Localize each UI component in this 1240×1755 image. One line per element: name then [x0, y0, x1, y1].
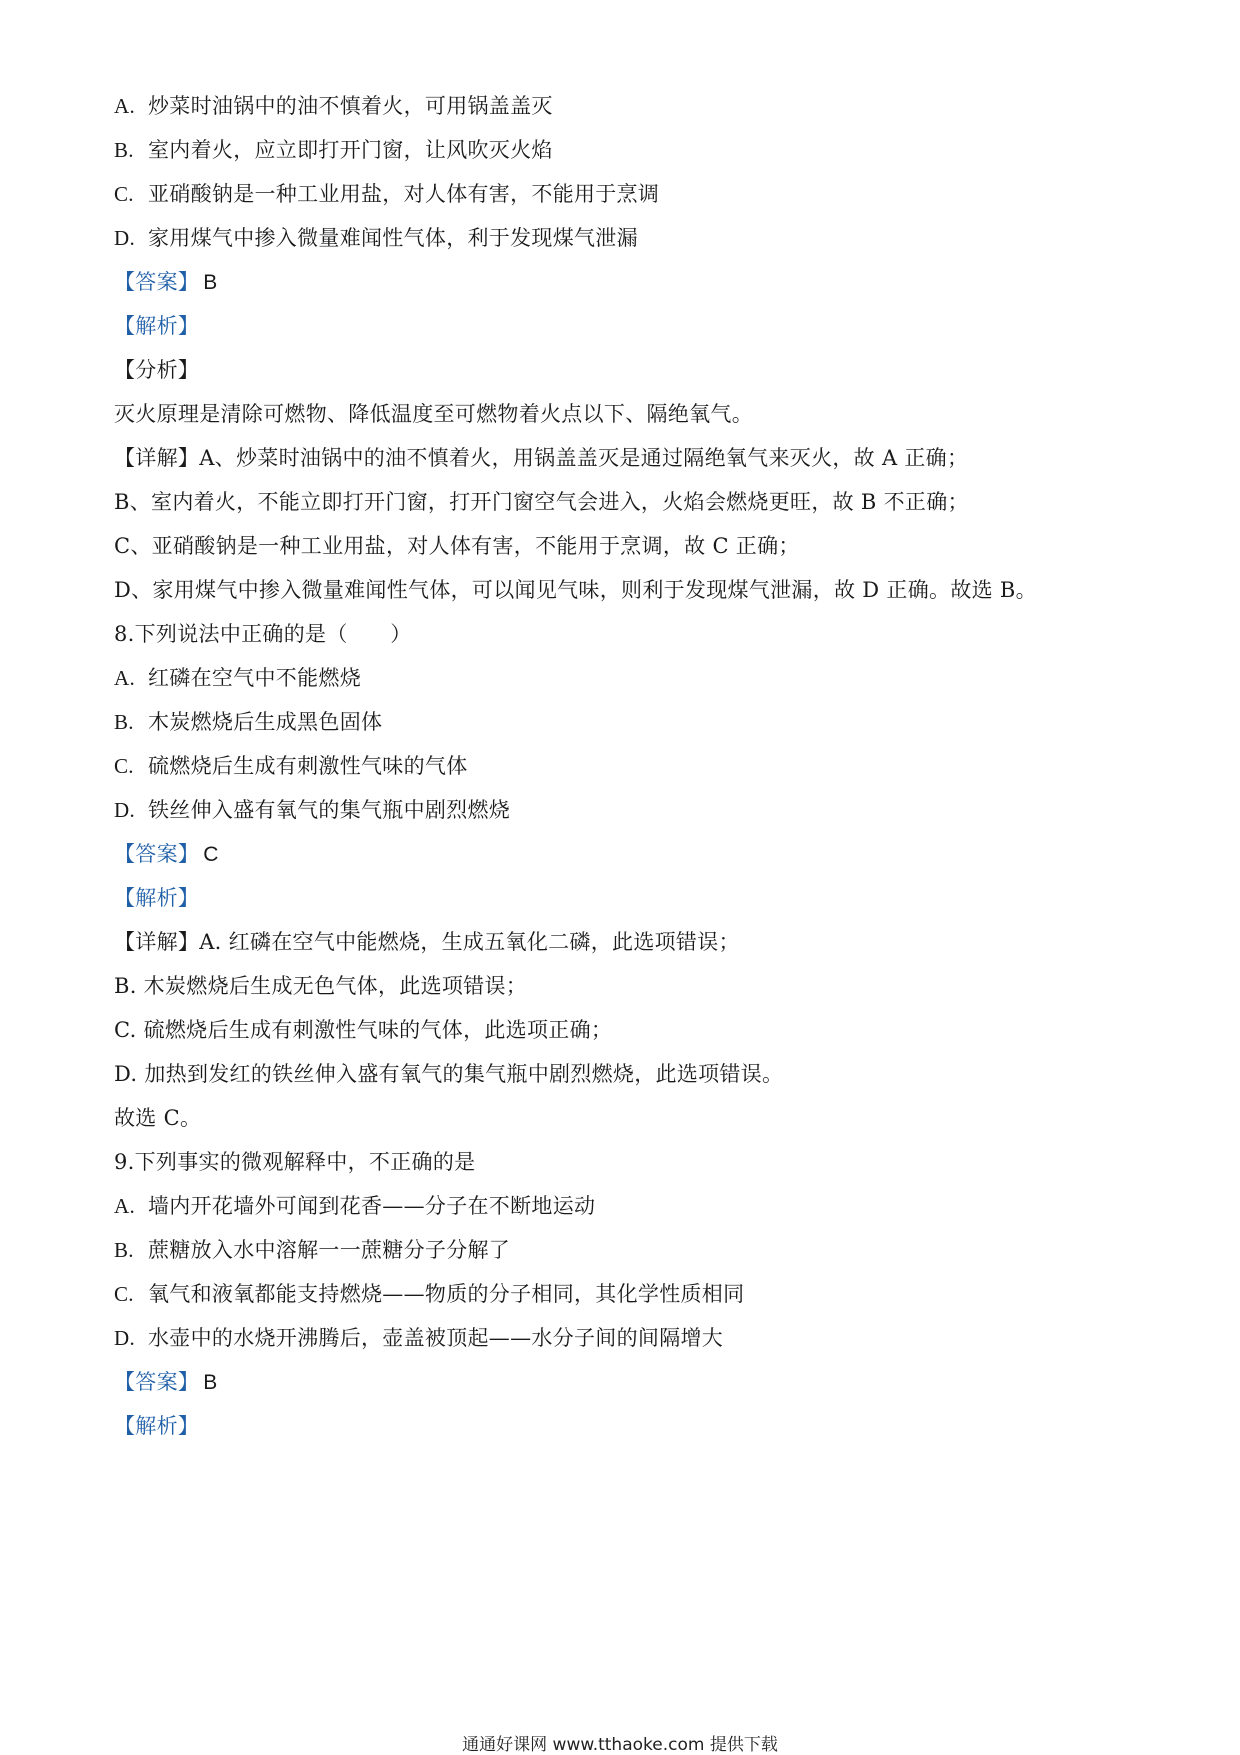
option-text: 亚硝酸钠是一种工业用盐，对人体有害，不能用于烹调: [148, 182, 660, 206]
q8-stem: 8.下列说法中正确的是（ ）: [114, 622, 412, 646]
answer-value: B: [203, 1371, 218, 1394]
q7-detail-line-3: C、亚硝酸钠是一种工业用盐，对人体有害，不能用于烹调，故 C 正确；: [114, 534, 800, 558]
q7-answer: [114, 268, 218, 297]
q9-option-b: [114, 1236, 510, 1264]
option-letter: D.: [114, 798, 136, 822]
q8-detail-line-1: [114, 928, 740, 956]
q9-option-c: [114, 1280, 744, 1308]
q8-detail-line-3: C. 硫燃烧后生成有刺激性气味的气体，此选项正确；: [114, 1018, 613, 1042]
option-letter: B.: [114, 710, 134, 734]
option-text: 氧气和液氧都能支持燃烧——物质的分子相同，其化学性质相同: [148, 1282, 745, 1306]
q7-option-d: [114, 224, 638, 252]
answer-value: B: [203, 271, 218, 294]
option-letter: C.: [114, 754, 134, 778]
option-text: 水壶中的水烧开沸腾后，壶盖被顶起——水分子间的间隔增大: [148, 1326, 724, 1350]
detail-tag: 【详解】: [114, 930, 200, 954]
answer-value: C: [203, 843, 219, 866]
q8-detail-line-2: B. 木炭燃烧后生成无色气体，此选项错误；: [114, 974, 528, 998]
q8-answer: [114, 840, 219, 869]
analysis-tag: 【解析】: [114, 314, 200, 338]
option-letter: A.: [114, 1194, 136, 1218]
q7-analysis: [114, 312, 199, 340]
q9-option-d: [114, 1324, 723, 1352]
option-text: 炒菜时油锅中的油不慎着火，可用锅盖盖灭: [148, 94, 553, 118]
detail-text: A、炒菜时油锅中的油不慎着火，用锅盖盖灭是通过隔绝氧气来灭火，故 A 正确；: [199, 446, 969, 470]
q7-detail-line-1: [114, 444, 968, 472]
q9-answer: [114, 1368, 218, 1397]
q7-detail-line-2: B、室内着火，不能立即打开门窗，打开门窗空气会进入，火焰会燃烧更旺，故 B 不正确；: [114, 490, 969, 514]
q7-option-c: [114, 180, 659, 208]
q8-option-b: [114, 708, 382, 736]
option-text: 木炭燃烧后生成黑色固体: [148, 710, 383, 734]
q8-option-d: [114, 796, 510, 824]
fenxi-tag: 【分析】: [114, 358, 200, 382]
option-letter: B.: [114, 138, 134, 162]
analysis-tag: 【解析】: [114, 1414, 200, 1438]
option-text: 室内着火，应立即打开门窗，让风吹灭火焰: [148, 138, 553, 162]
option-letter: A.: [114, 94, 136, 118]
q8-option-a: [114, 664, 361, 692]
option-letter: B.: [114, 1238, 134, 1262]
q8-analysis: [114, 884, 199, 912]
option-text: 红磷在空气中不能燃烧: [148, 666, 361, 690]
option-letter: A.: [114, 666, 136, 690]
analysis-tag: 【解析】: [114, 886, 200, 910]
answer-tag: 【答案】: [114, 1370, 200, 1394]
option-letter: D.: [114, 1326, 136, 1350]
option-letter: C.: [114, 182, 134, 206]
answer-tag: 【答案】: [114, 270, 200, 294]
option-text: 墙内开花墙外可闻到花香——分子在不断地运动: [148, 1194, 596, 1218]
q9-option-a: [114, 1192, 595, 1220]
detail-tag: 【详解】: [114, 446, 200, 470]
option-letter: C.: [114, 1282, 134, 1306]
option-text: 硫燃烧后生成有刺激性气味的气体: [148, 754, 468, 778]
q7-option-a: [114, 92, 553, 120]
page-footer: 通通好课网 www.tthaoke.com 提供下载: [462, 1735, 778, 1755]
detail-text: A. 红磷在空气中能燃烧，生成五氧化二磷，此选项错误；: [199, 930, 740, 954]
q7-fenxi: [114, 356, 199, 384]
q9-analysis: [114, 1412, 199, 1440]
option-text: 铁丝伸入盛有氧气的集气瓶中剧烈燃烧: [148, 798, 511, 822]
q7-fenxi-text: 灭火原理是清除可燃物、降低温度至可燃物着火点以下、隔绝氧气。: [114, 402, 753, 426]
option-text: 家用煤气中掺入微量难闻性气体，利于发现煤气泄漏: [148, 226, 638, 250]
option-letter: D.: [114, 226, 136, 250]
q7-option-b: [114, 136, 553, 164]
q8-detail-line-4: D. 加热到发红的铁丝伸入盛有氧气的集气瓶中剧烈燃烧，此选项错误。: [114, 1062, 784, 1086]
answer-tag: 【答案】: [114, 842, 200, 866]
option-text: 蔗糖放入水中溶解一一蔗糖分子分解了: [148, 1238, 511, 1262]
q9-stem: 9.下列事实的微观解释中，不正确的是: [114, 1150, 476, 1174]
q8-option-c: [114, 752, 468, 780]
q7-detail-line-4: D、家用煤气中掺入微量难闻性气体，可以闻见气味，则利于发现煤气泄漏，故 D 正确。故选 B。: [114, 578, 1037, 602]
q8-conclusion: 故选 C。: [114, 1106, 202, 1130]
